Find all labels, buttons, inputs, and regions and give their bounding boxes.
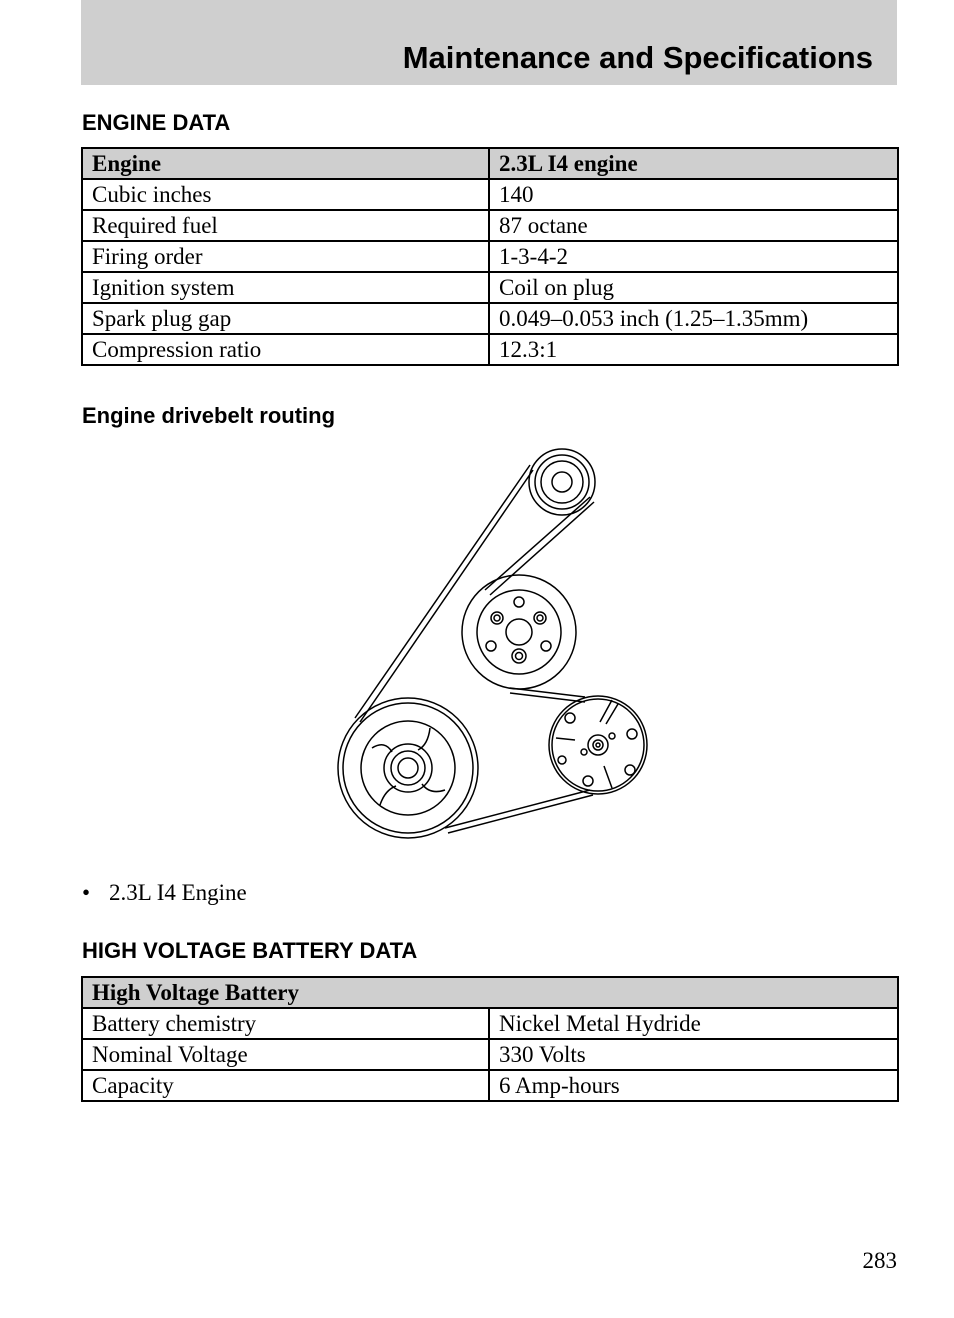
table-cell: 12.3:1	[489, 334, 898, 365]
table-row	[82, 241, 898, 272]
table-cell: Cubic inches	[82, 179, 489, 210]
table-cell: 330 Volts	[489, 1039, 898, 1070]
table-cell: Nickel Metal Hydride	[489, 1008, 898, 1039]
idler-pulley	[529, 449, 595, 515]
table-cell: Firing order	[82, 241, 489, 272]
hv-battery-table	[81, 976, 899, 1102]
table-cell: 0.049–0.053 inch (1.25–1.35mm)	[489, 303, 898, 334]
table-row	[82, 179, 898, 210]
table-cell: Coil on plug	[489, 272, 898, 303]
drivebelt-routing-diagram	[330, 440, 660, 850]
caption-text: 2.3L I4 Engine	[109, 880, 247, 905]
table-row	[82, 210, 898, 241]
engine-data-heading: ENGINE DATA	[82, 110, 231, 135]
engine-data-table	[81, 147, 899, 366]
crankshaft-pulley	[338, 698, 478, 838]
table-cell: Required fuel	[82, 210, 489, 241]
table-header-cell: High Voltage Battery	[82, 977, 898, 1008]
table-cell: 87 octane	[489, 210, 898, 241]
table-row	[82, 1039, 898, 1070]
hv-battery-heading: HIGH VOLTAGE BATTERY DATA	[82, 938, 418, 963]
table-cell: Capacity	[82, 1070, 489, 1101]
table-cell: 140	[489, 179, 898, 210]
bullet: •	[82, 880, 91, 905]
table-cell: Ignition system	[82, 272, 489, 303]
table-header-row	[82, 148, 898, 179]
table-cell: Battery chemistry	[82, 1008, 489, 1039]
table-header-cell: Engine	[82, 148, 489, 179]
table-cell: Spark plug gap	[82, 303, 489, 334]
drivebelt-heading: Engine drivebelt routing	[82, 403, 336, 428]
alternator-pulley	[549, 696, 647, 794]
page-title: Maintenance and Specifications	[402, 40, 873, 75]
table-row	[82, 334, 898, 365]
page-header	[81, 0, 897, 85]
table-row	[82, 272, 898, 303]
table-row	[82, 303, 898, 334]
table-row	[82, 1070, 898, 1101]
table-cell: Nominal Voltage	[82, 1039, 489, 1070]
table-cell: Compression ratio	[82, 334, 489, 365]
table-cell: 1-3-4-2	[489, 241, 898, 272]
page-number: 283	[862, 1248, 897, 1273]
table-cell: 6 Amp-hours	[489, 1070, 898, 1101]
middle-pulley	[462, 575, 576, 689]
diagram-caption	[82, 880, 247, 906]
table-row	[82, 1008, 898, 1039]
table-header-cell: 2.3L I4 engine	[489, 148, 898, 179]
table-header-row	[82, 977, 898, 1008]
